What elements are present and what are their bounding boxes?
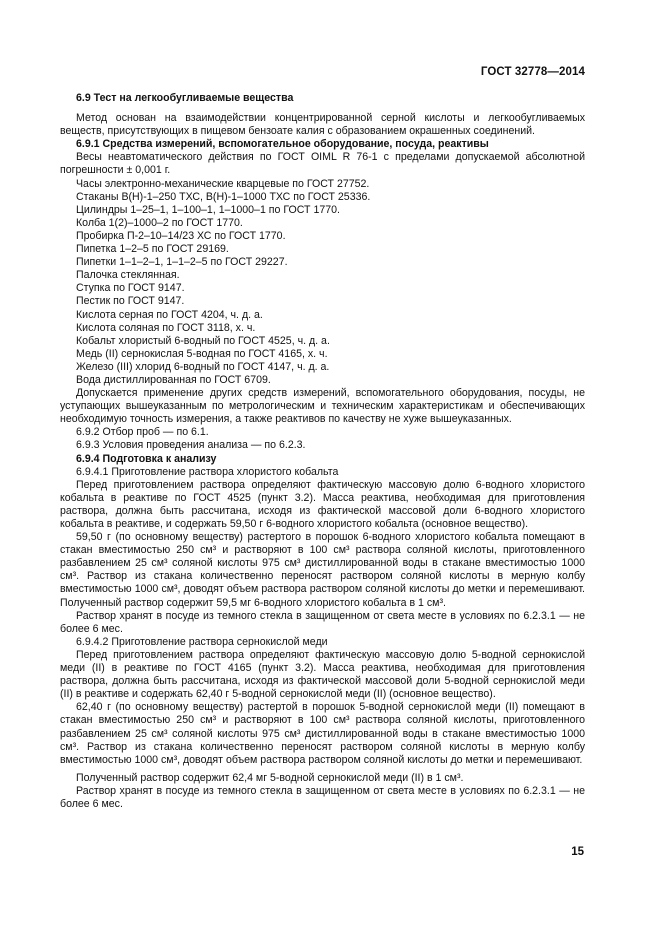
document-body — [60, 92, 585, 811]
paragraph: Метод основан на взаимодействии концентрированной серной кислоты и легкообугливаемых веществ, присутствующих в пищевом бензоате калия с образованием окрашенных соединений. — [60, 112, 585, 138]
page-number: 15 — [571, 846, 584, 858]
subsection-title: 6.9.4 Подготовка к анализу — [76, 452, 217, 465]
paragraph: Полученный раствор содержит 62,4 мг 5-водной сернокислой меди (II) в 1 см³. — [76, 771, 464, 784]
list-line: Пробирка П-2–10–14/23 ХС по ГОСТ 1770. — [76, 229, 286, 242]
paragraph: 62,40 г (по основному веществу) растертой в порошок 5-водной сернокислой меди (II) помещают в стакан вместимостью 250 см³ и растворяют в 100 см³ раствора соляной кислоты, приготовленного разбавлением 25 см³ соляной кислоты 975 см³ дистиллированной воды в стакане вместимостью 1000 см³. Раствор из стакана количественно переносят раствором соляной кислоты в мерную колбу вместимостью 1000 см³, доводят объем раствора раствором соляной кислоты до метки и перемешивают. — [60, 701, 585, 766]
list-line: 6.9.4.2 Приготовление раствора сернокислой меди — [76, 635, 328, 648]
list-line: Часы электронно-механические кварцевые по ГОСТ 27752. — [76, 177, 370, 190]
paragraph: Перед приготовлением раствора определяют фактическую массовую долю 6-водного хлористого кобальта в реактиве по ГОСТ 4525 (пункт 3.2). Масса реактива, необходимая для приготовления раствора, должна быть рассчитана, исходя из фактической массовой доли 6-водного хлористого кобальта в реактиве, и содержать 59,50 г 6-водного хлористого кобальта (основное вещество). — [60, 478, 585, 530]
list-line: Стаканы В(Н)-1–250 ТХС, В(Н)-1–1000 ТХС по ГОСТ 25336. — [76, 190, 371, 203]
list-line: 6.9.4.1 Приготовление раствора хлористого кобальта — [76, 465, 339, 478]
list-line: Пипетки 1–1–2–1, 1–1–2–5 по ГОСТ 29227. — [76, 256, 288, 269]
subsection-title: 6.9.1 Средства измерений, вспомогательное оборудование, посуда, реактивы — [76, 138, 489, 151]
list-line: Кислота соляная по ГОСТ 3118, х. ч. — [76, 321, 256, 334]
paragraph: Допускается применение других средств измерений, вспомогательного оборудования, посуды, не уступающих вышеуказанным по метрологическим и техническим характеристикам и обеспечивающих необходимую точность измерения, а также реактивов по качеству не хуже вышеуказанных. — [60, 387, 585, 426]
list-line: Железо (III) хлорид 6-водный по ГОСТ 4147, ч. д. а. — [76, 360, 330, 373]
list-line: Вода дистиллированная по ГОСТ 6709. — [76, 373, 271, 386]
list-line: Пипетка 1–2–5 по ГОСТ 29169. — [76, 243, 229, 256]
paragraph: Весы неавтоматического действия по ГОСТ OIML R 76-1 с пределами допускаемой абсолютной погрешности ± 0,001 г. — [60, 151, 585, 177]
list-line: Кобальт хлористый 6-водный по ГОСТ 4525, ч. д. а. — [76, 334, 330, 347]
paragraph: Раствор хранят в посуде из темного стекла в защищенном от света месте в условиях по 6.2.3.1 — не более 6 мес. — [60, 784, 585, 810]
list-line: Колба 1(2)–1000–2 по ГОСТ 1770. — [76, 216, 243, 229]
paragraph: 59,50 г (по основному веществу) растертого в порошок 6-водного хлористого кобальта помещают в стакан вместимостью 250 см³ и растворяют в 100 см³ раствора соляной кислоты, приготовленного разбавлением 25 см³ соляной кислоты 975 см³ дистиллированной воды в стакане вместимостью 1000 см³. Раствор из стакана количественно переносят раствором соляной кислоты в мерную колбу вместимостью 1000 см³, доводят объем раствора раствором соляной кислоты до метки и перемешивают. Полученный раствор содержит 59,5 мг 6-водного хлористого кобальта в 1 см³. — [60, 531, 585, 609]
list-line: 6.9.2 Отбор проб — по 6.1. — [76, 426, 209, 439]
spacer — [60, 105, 585, 112]
list-line: Медь (II) сернокислая 5-водная по ГОСТ 4165, х. ч. — [76, 347, 328, 360]
section-title: 6.9 Тест на легкообугливаемые вещества — [76, 92, 294, 104]
paragraph: Раствор хранят в посуде из темного стекла в защищенном от света месте в условиях по 6.2.3.1 — не более 6 мес. — [60, 609, 585, 635]
list-line: Палочка стеклянная. — [76, 269, 180, 282]
list-line: 6.9.3 Условия проведения анализа — по 6.2.3. — [76, 439, 306, 452]
list-line: Цилиндры 1–25–1, 1–100–1, 1–1000–1 по ГОСТ 1770. — [76, 203, 340, 216]
list-line: Кислота серная по ГОСТ 4204, ч. д. а. — [76, 308, 263, 321]
list-line: Пестик по ГОСТ 9147. — [76, 295, 185, 308]
paragraph: Перед приготовлением раствора определяют фактическую массовую долю 5-водной сернокислой меди (II) в реактиве по ГОСТ 4165 (пункт 3.2). Масса реактива, необходимая для приготовления раствора, должна быть рассчитана, исходя из фактической массовой доли 5-водной сернокислой меди (II) в реактиве и содержать 62,40 г 5-водной сернокислой меди (II) (основное вещество). — [60, 648, 585, 701]
document-header: ГОСТ 32778—2014 — [480, 66, 585, 78]
list-line: Ступка по ГОСТ 9147. — [76, 282, 185, 295]
